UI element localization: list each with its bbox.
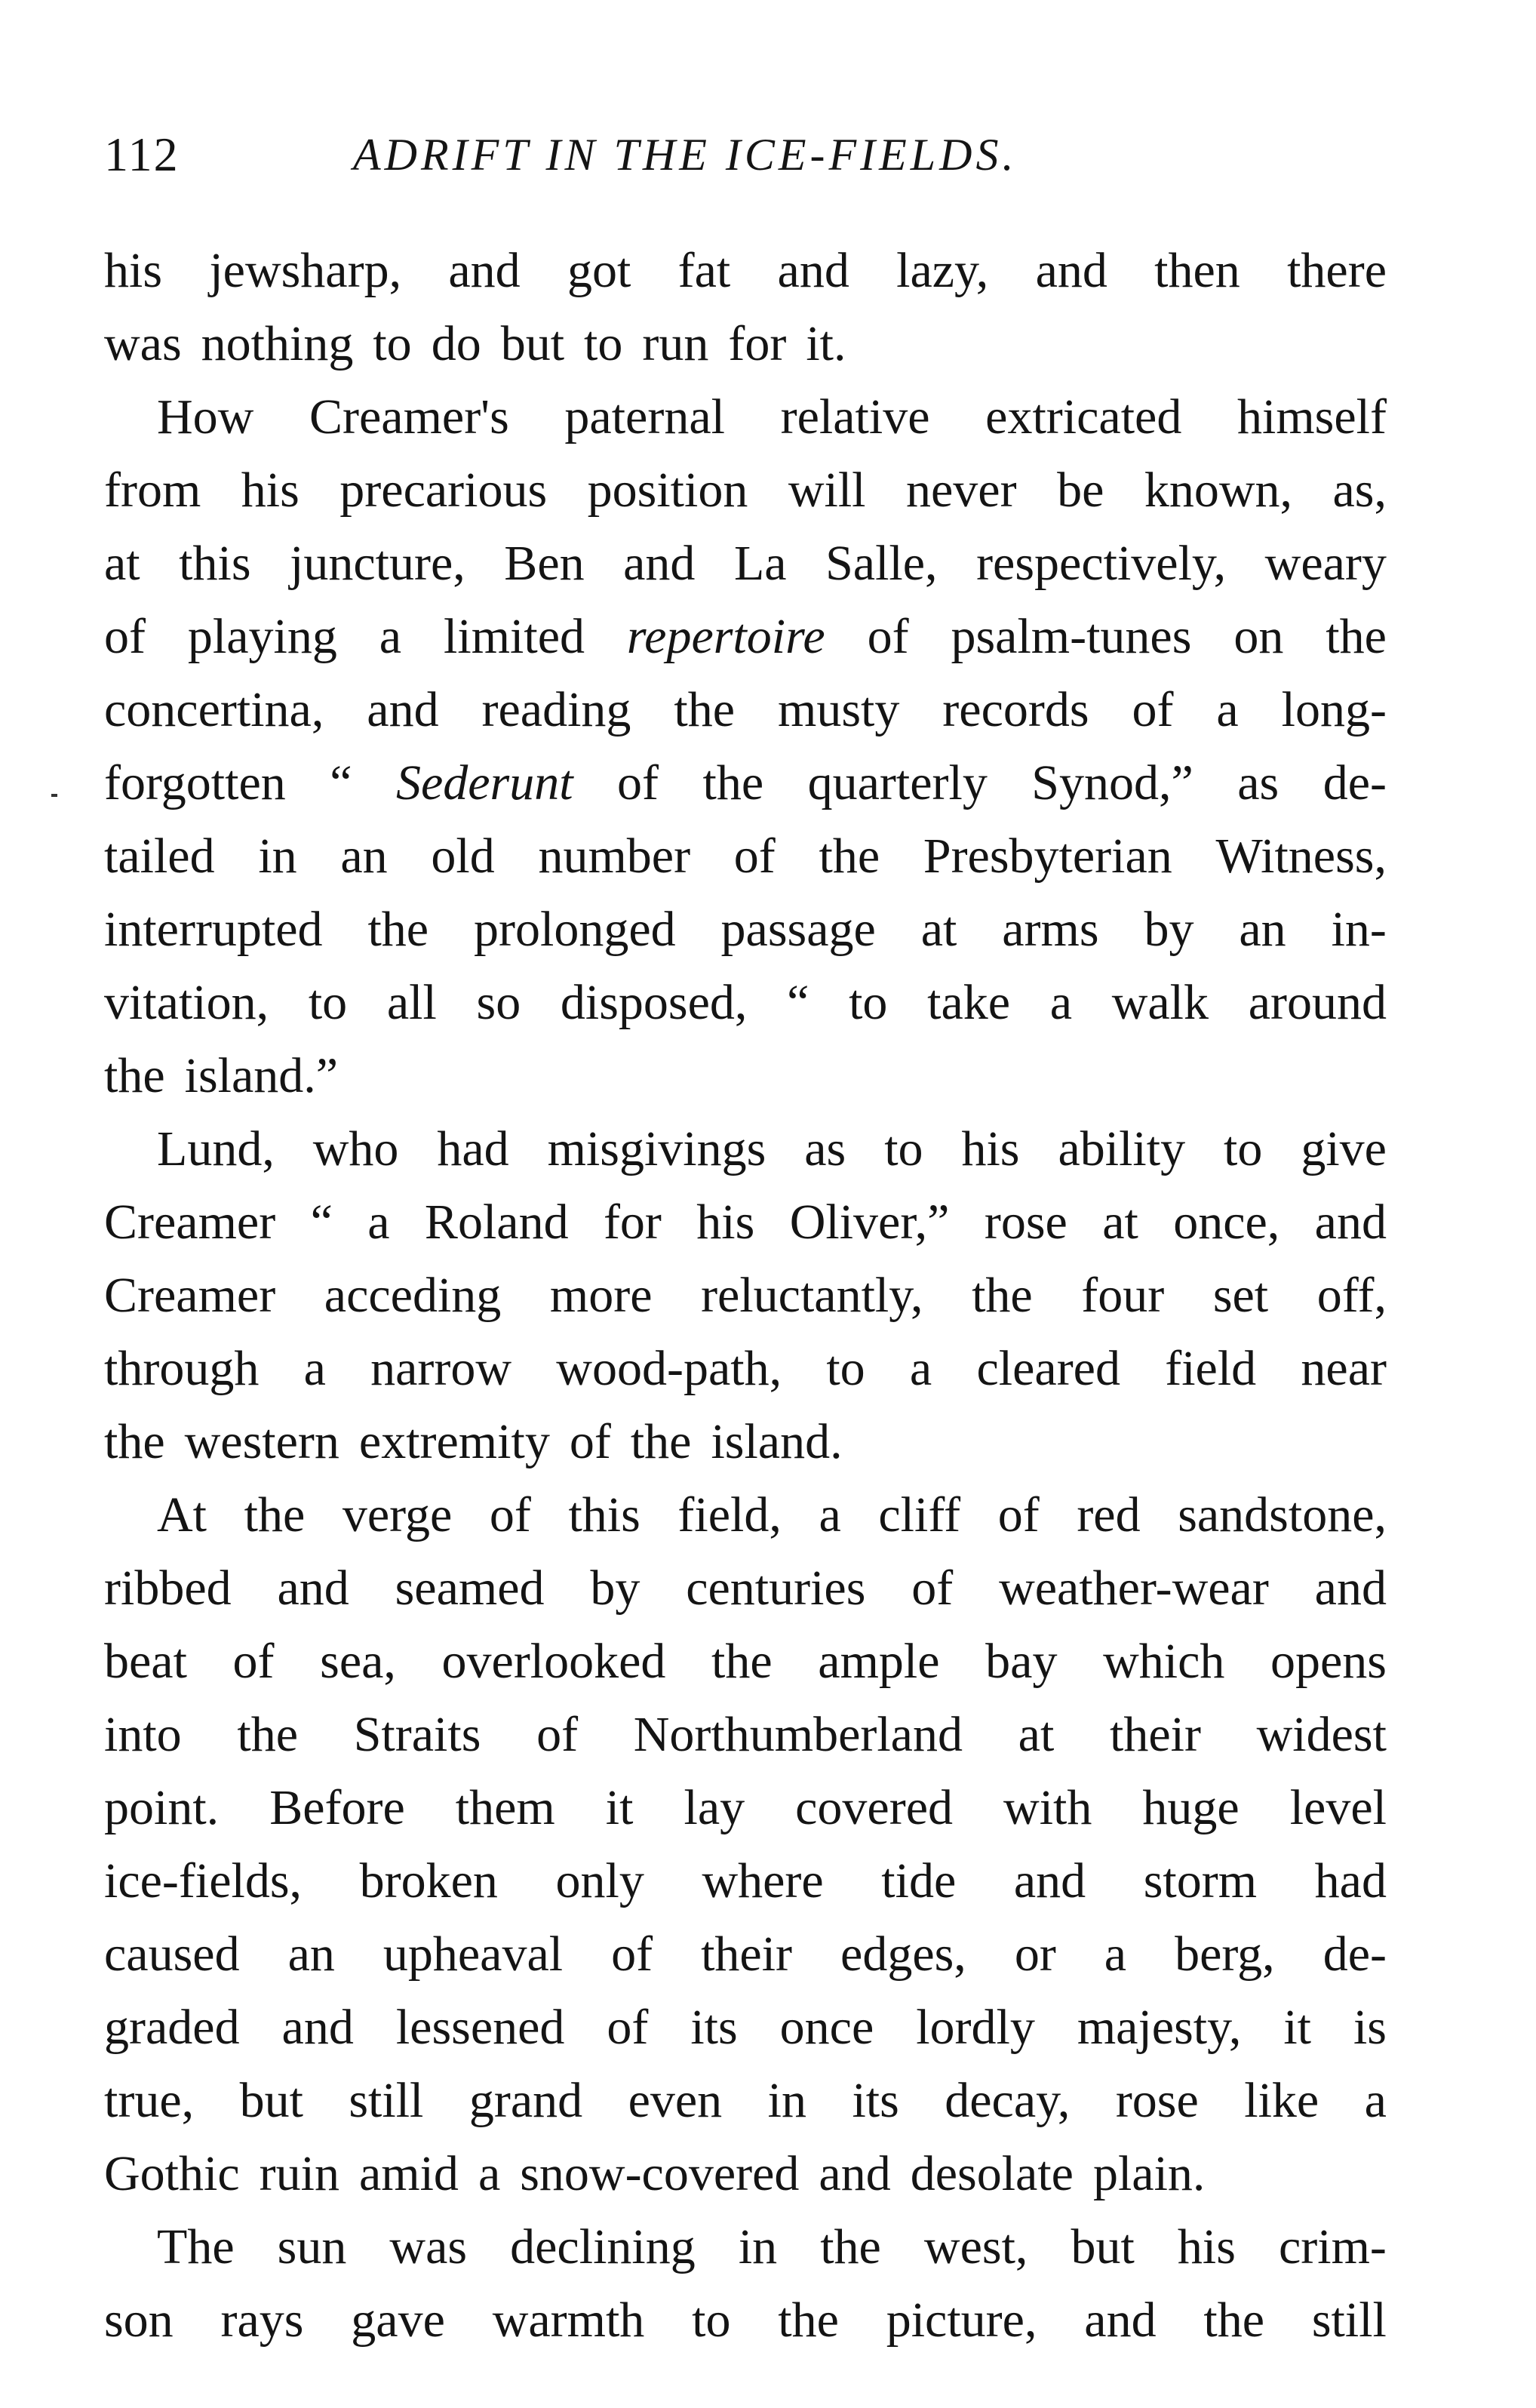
text-line: graded and lessened of its once lordly majesty, it is [104, 2000, 1387, 2055]
running-title: ADRIFT IN THE ICE-FIELDS. [353, 130, 1018, 180]
text-line: true, but still grand even in its decay, rose like a [104, 2073, 1387, 2128]
text-line: from his precarious position will never be known, as, [104, 463, 1387, 518]
body-text [104, 234, 1387, 2357]
text-line: How Creamer's paternal relative extricated himself [157, 389, 1387, 444]
text-line: the island.” [104, 1048, 339, 1103]
text-line: ribbed and seamed by centuries of weather-wear and [104, 1561, 1387, 1616]
text-line: into the Straits of Northumberland at their widest [104, 1707, 1387, 1762]
text-line: tailed in an old number of the Presbyterian Witness, [104, 829, 1387, 884]
text-line: of playing a limited repertoire of psalm-tunes on the [104, 609, 1387, 664]
text-line: Gothic ruin amid a snow-covered and desolate plain. [104, 2146, 1206, 2201]
page-header [104, 121, 1387, 189]
text-line: Creamer acceding more reluctantly, the four set off, [104, 1268, 1387, 1323]
text-line: ice-fields, broken only where tide and storm had [104, 1853, 1387, 1908]
text-line: vitation, to all so disposed, “ to take a walk around [104, 975, 1387, 1030]
margin-mark [51, 794, 57, 797]
text-line: caused an upheaval of their edges, or a berg, de- [104, 1927, 1387, 1982]
text-line: interrupted the prolonged passage at arms by an in- [104, 902, 1387, 957]
text-line: son rays gave warmth to the picture, and the still [104, 2293, 1387, 2348]
text-line: forgotten “ Sederunt of the quarterly Synod,” as de- [104, 755, 1387, 810]
text-line: the western extremity of the island. [104, 1414, 843, 1469]
text-line: at this juncture, Ben and La Salle, respectively, weary [104, 536, 1387, 591]
text-line: point. Before them it lay covered with huge level [104, 1780, 1387, 1835]
text-line: The sun was declining in the west, but his crim- [157, 2219, 1387, 2274]
text-line: his jewsharp, and got fat and lazy, and then there [104, 243, 1387, 298]
text-line: Creamer “ a Roland for his Oliver,” rose at once, and [104, 1195, 1387, 1250]
text-line: through a narrow wood-path, to a cleared field near [104, 1341, 1387, 1396]
text-line: beat of sea, overlooked the ample bay which opens [104, 1634, 1387, 1689]
text-line: Lund, who had misgivings as to his ability to give [157, 1121, 1387, 1176]
text-line: concertina, and reading the musty records of a long- [104, 682, 1387, 737]
page-number: 112 [104, 128, 180, 181]
text-line: was nothing to do but to run for it. [104, 316, 846, 371]
text-line: At the verge of this field, a cliff of red sandstone, [157, 1487, 1387, 1542]
